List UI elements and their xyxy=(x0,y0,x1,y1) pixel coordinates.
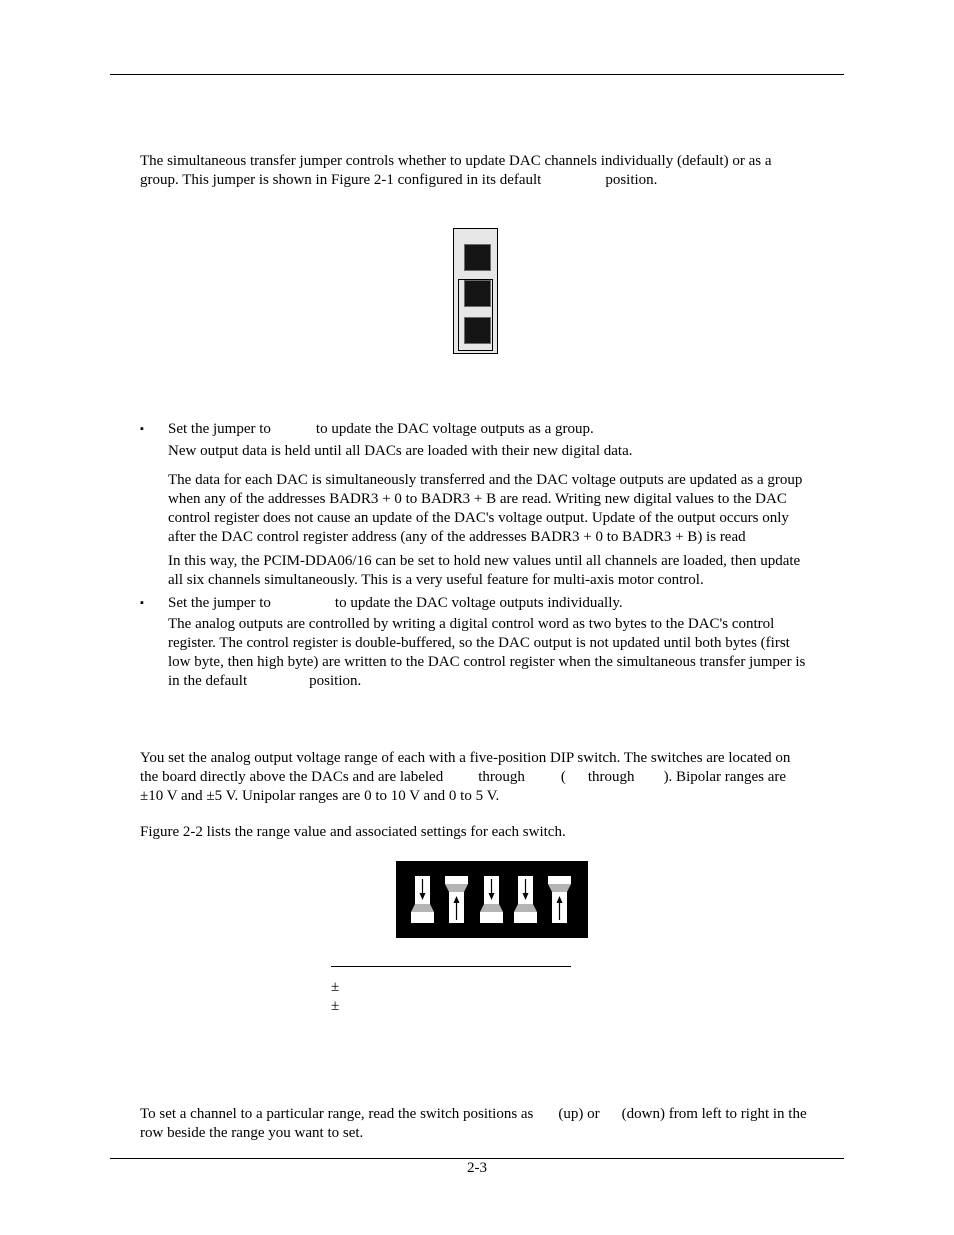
dip-switch-3 xyxy=(480,876,503,923)
dip-switch-4 xyxy=(514,876,537,923)
jumper-pin-2 xyxy=(464,280,491,307)
dip-switch-2 xyxy=(445,876,468,923)
jumper-pin-1 xyxy=(464,244,491,271)
switch-up-icon xyxy=(548,876,571,923)
bullet-marker: ▪ xyxy=(140,597,144,609)
dip-switch-5 xyxy=(548,876,571,923)
figure-reference: Figure 2-2 lists the range value and associated settings for each switch. xyxy=(140,824,566,840)
range-paragraph: You set the analog output voltage range of each with a five-position DIP switch. The switches are located on the board directly above the DACs and are labeled through ( through ). Bipolar ranges are ±10 V and ±5 V. Unipolar ranges are 0 to 10 V and 0 to 5 V. xyxy=(140,750,791,804)
switch-down-icon xyxy=(514,876,537,923)
switch-down-icon xyxy=(480,876,503,923)
range-dip-switch-figure xyxy=(396,861,588,938)
bullet-1-paragraph-1: New output data is held until all DACs are loaded with their new digital data. xyxy=(168,443,633,459)
bullet-1-paragraph-3: In this way, the PCIM-DDA06/16 can be set to hold new values until all channels are loaded, then update all six channels simultaneously. This is a very useful feature for multi-axis motor control. xyxy=(168,553,801,588)
bullet-2-paragraph-1: The analog outputs are controlled by writing a digital control word as two bytes to the DAC's control register. The control register is double-buffered, so the DAC output is not updated until both bytes (first low byte, then high byte) are written to the DAC control register when the simultaneous transfer jumper is in the default position. xyxy=(168,616,806,689)
simultaneous-transfer-jumper-figure xyxy=(453,228,498,354)
range-table-plusminus: ± xyxy=(331,998,340,1014)
range-table-rule xyxy=(331,966,571,967)
header-rule xyxy=(110,74,844,75)
switch-down-icon xyxy=(411,876,434,923)
range-table-plusminus: ± xyxy=(331,979,340,995)
bullet-marker: ▪ xyxy=(140,423,144,435)
dip-switch-1 xyxy=(411,876,434,923)
bullet-1-heading: Set the jumper to to update the DAC voltage outputs as a group. xyxy=(168,421,594,437)
page-number: 2-3 xyxy=(467,1160,487,1176)
bullet-2-heading: Set the jumper to to update the DAC voltage outputs individually. xyxy=(168,595,623,611)
bullet-1-paragraph-2: The data for each DAC is simultaneously transferred and the DAC voltage outputs are updated as a group when any of the addresses BADR3 + 0 to BADR3 + B are read. Writing new digital values to the DAC control register does not cause an update of the DAC's voltage output. Update of the output occurs only after the DAC control register address (any of the addresses BADR3 + 0 to BADR3 + B) is read xyxy=(168,472,803,545)
switch-reading-paragraph: To set a channel to a particular range, read the switch positions as (up) or (down) from left to right in the row beside the range you want to set. xyxy=(140,1106,807,1141)
intro-paragraph: The simultaneous transfer jumper controls whether to update DAC channels individually (default) or as a group. This jumper is shown in Figure 2-1 configured in its default position. xyxy=(140,153,772,188)
jumper-pin-3 xyxy=(464,317,491,344)
switch-up-icon xyxy=(445,876,468,923)
